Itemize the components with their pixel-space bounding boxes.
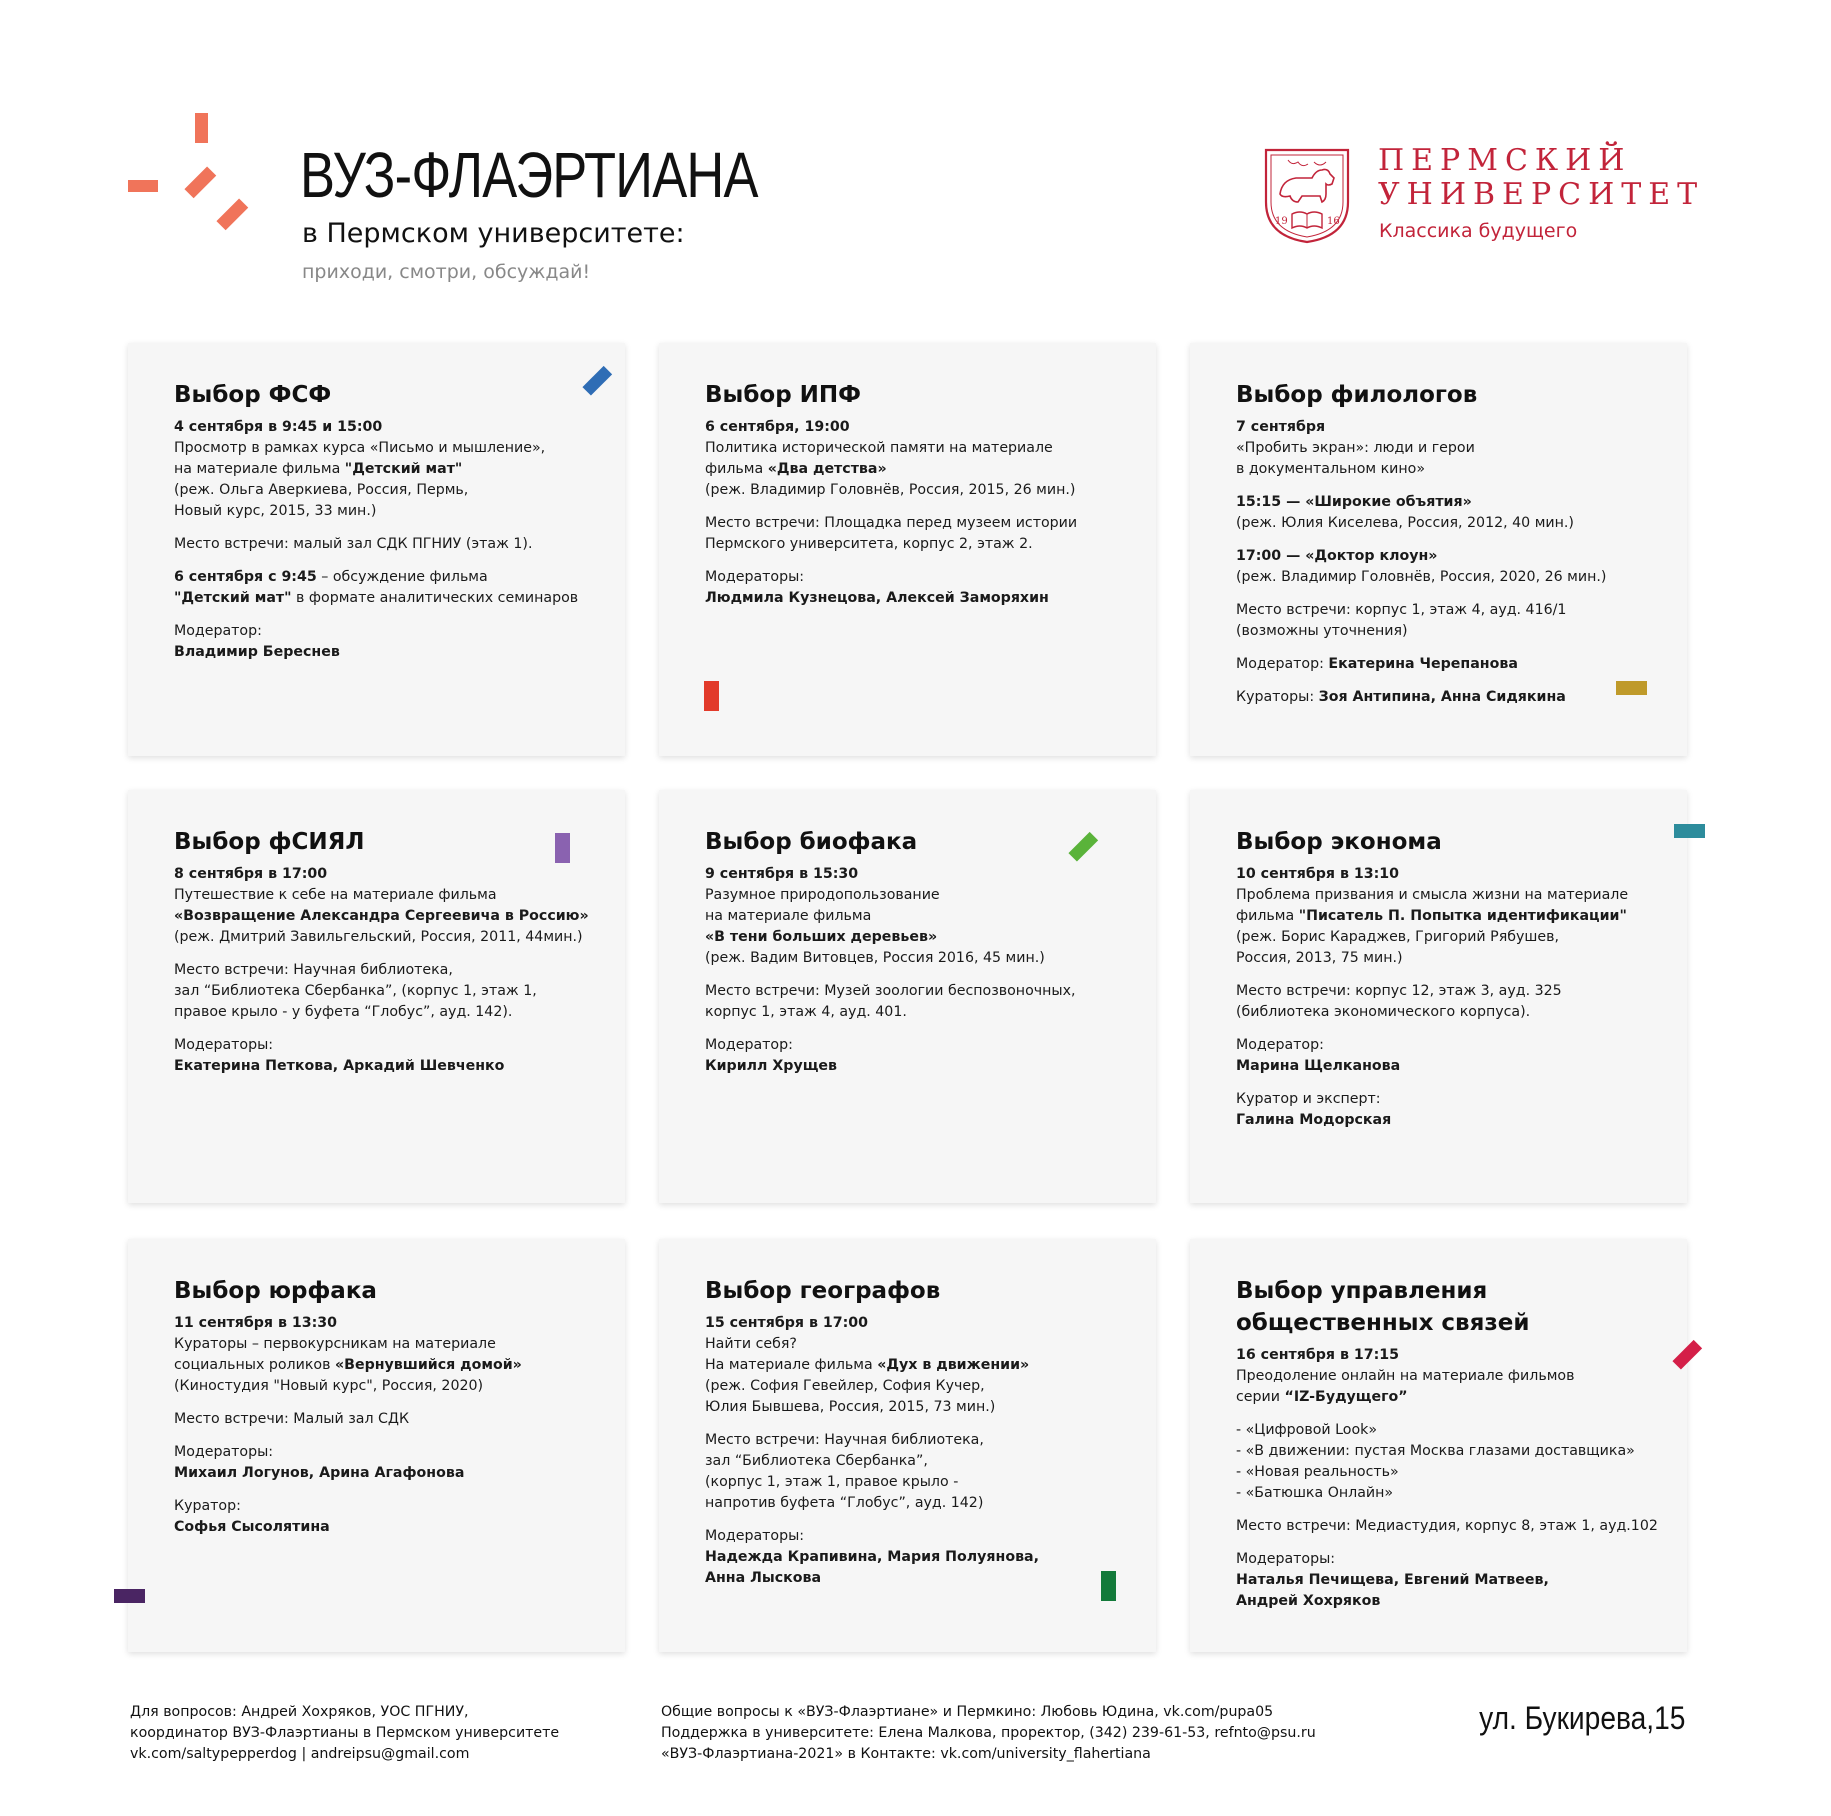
card-text-emphasis: 15:15 — «Широкие объятия» — [1236, 494, 1472, 510]
page-subtitle: в Пермском университете: — [302, 218, 685, 249]
card-text-block — [174, 1409, 593, 1430]
card-title: Выбор филологов — [1236, 382, 1478, 408]
university-name-line1: ПЕРМСКИЙ — [1378, 143, 1632, 178]
card-text-block — [705, 567, 1124, 609]
card-text-line — [174, 1355, 593, 1376]
card-text-span: Найти себя? — [705, 1336, 797, 1352]
card-text-line — [1236, 1516, 1658, 1537]
card-text-block — [705, 1313, 1124, 1418]
event-card — [659, 1239, 1156, 1652]
card-text-line — [1236, 864, 1655, 885]
card-text-line — [1236, 621, 1655, 642]
card-text-line — [705, 885, 1124, 906]
card-text-line — [174, 906, 593, 927]
card-text-span: (возможны уточнения) — [1236, 623, 1408, 639]
card-text-block — [174, 864, 593, 948]
card-title: Выбор ИПФ — [705, 382, 861, 408]
card-text-emphasis: Анна Лыскова — [705, 1570, 822, 1586]
card-text-line — [705, 1355, 1124, 1376]
university-name — [1378, 144, 1704, 212]
card-text-emphasis: "Детский мат" — [174, 590, 292, 606]
card-text-line — [1236, 438, 1655, 459]
card-text-span: (реж. Юлия Киселева, Россия, 2012, 40 мин.) — [1236, 515, 1574, 531]
event-card — [1190, 790, 1687, 1203]
footer-middle-line: Поддержка в университете: Елена Малкова, проректор, (342) 239-61-53, refnto@psu.ru — [661, 1725, 1316, 1741]
card-text-line — [705, 1056, 1124, 1077]
card-text-span: «Пробить экран»: люди и герои — [1236, 440, 1475, 456]
card-text-line — [1236, 906, 1655, 927]
card-text-emphasis: 4 сентября в 9:45 и 15:00 — [174, 419, 383, 435]
card-text-emphasis: «Два детства» — [767, 461, 887, 477]
card-text-block — [174, 1442, 593, 1484]
card-text-block — [705, 1430, 1124, 1514]
card-text-span: Модераторы: — [1236, 1551, 1336, 1567]
card-text-line — [1236, 885, 1655, 906]
card-text-emphasis: Галина Модорская — [1236, 1112, 1392, 1128]
card-text-line — [705, 927, 1124, 948]
card-text-span: Модератор: — [174, 623, 262, 639]
card-text-span: зал “Библиотека Сбербанка”, (корпус 1, этаж 1, — [174, 983, 537, 999]
footer-left-line: Для вопросов: Андрей Хохряков, УОС ПГНИУ, — [130, 1704, 469, 1720]
card-text-line — [705, 480, 1124, 501]
footer-contacts-middle — [661, 1702, 1316, 1765]
card-text-emphasis: «Возвращение Александра Сергеевича в Россию» — [174, 908, 589, 924]
card-text-emphasis: Людмила Кузнецова, Алексей Заморяхин — [705, 590, 1049, 606]
card-text-line — [174, 1056, 593, 1077]
card-title: Выбор юрфака — [174, 1278, 377, 1304]
card-text-span: Место встречи: корпус 1, этаж 4, ауд. 416/1 — [1236, 602, 1567, 618]
purple-accent-bar-icon — [555, 833, 571, 863]
card-text-line — [174, 1409, 593, 1430]
card-text-block — [174, 1496, 593, 1538]
card-text-span: Разумное природопользование — [705, 887, 940, 903]
card-text-line — [1236, 1035, 1655, 1056]
card-text-line — [705, 1334, 1124, 1355]
card-text-line — [705, 417, 1124, 438]
card-text-block — [1236, 492, 1655, 534]
card-text-emphasis: Надежда Крапивина, Мария Полуянова, — [705, 1549, 1040, 1565]
card-text-line — [174, 642, 593, 663]
card-text-emphasis: Софья Сысолятина — [174, 1519, 330, 1535]
dark-purple-accent-bar-icon — [114, 1589, 145, 1603]
card-text-span: Место встречи: Медиастудия, корпус 8, этаж 1, ауд.102 — [1236, 1518, 1658, 1534]
card-text-line — [1236, 1366, 1655, 1387]
gold-accent-bar-icon — [1616, 681, 1647, 695]
card-text-emphasis: «Дух в движении» — [877, 1357, 1030, 1373]
card-text-span: - «Батюшка Онлайн» — [1236, 1485, 1394, 1501]
crimson-accent-bar-icon — [1668, 1334, 1708, 1374]
card-text-emphasis: 16 сентября в 17:15 — [1236, 1347, 1400, 1363]
card-text-span: в формате аналитических семинаров — [291, 590, 579, 606]
card-text-line — [174, 1442, 593, 1463]
card-text-line — [1236, 927, 1655, 948]
card-text-line — [705, 1472, 1124, 1493]
card-text-line — [174, 1463, 593, 1484]
card-title: Выбор географов — [705, 1278, 941, 1304]
card-text-span: (библиотека экономического корпуса). — [1236, 1004, 1531, 1020]
card-text-line — [174, 1496, 593, 1517]
card-title: Выбор эконома — [1236, 829, 1442, 855]
card-text-line — [1236, 1483, 1655, 1504]
card-text-emphasis: 6 сентября с 9:45 — [174, 569, 317, 585]
card-text-line — [1236, 567, 1655, 588]
card-text-span: Модераторы: — [705, 569, 805, 585]
card-text-block — [1236, 1089, 1655, 1131]
card-text-emphasis: Кирилл Хрущев — [705, 1058, 837, 1074]
card-text-emphasis: 11 сентября в 13:30 — [174, 1315, 338, 1331]
card-text-span: – обсуждение фильма — [316, 569, 488, 585]
card-text-line — [705, 588, 1124, 609]
card-text-span: на материале фильма — [174, 461, 345, 477]
event-card — [659, 343, 1156, 756]
card-text-block — [1236, 981, 1655, 1023]
card-text-line — [1236, 1056, 1655, 1077]
card-text-span: Преодоление онлайн на материале фильмов — [1236, 1368, 1575, 1384]
card-text-span: социальных роликов — [174, 1357, 335, 1373]
card-text-span: Место встречи: Научная библиотека, — [174, 962, 453, 978]
card-text-line — [174, 1313, 593, 1334]
card-text-emphasis: Екатерина Петкова, Аркадий Шевченко — [174, 1058, 505, 1074]
card-text-span: - «В движении: пустая Москва глазами доставщика» — [1236, 1443, 1635, 1459]
card-text-line — [705, 1493, 1124, 1514]
card-text-line — [1236, 459, 1655, 480]
card-text-span: (реж. Ольга Аверкиева, Россия, Пермь, — [174, 482, 469, 498]
event-card — [128, 790, 625, 1203]
card-text-span: Кураторы: — [1236, 689, 1319, 705]
card-text-block — [1236, 654, 1655, 675]
card-text-span: правое крыло - у буфета “Глобус”, ауд. 142). — [174, 1004, 513, 1020]
card-text-emphasis: 17:00 — «Доктор клоун» — [1236, 548, 1438, 564]
card-text-block — [1236, 1035, 1655, 1077]
card-text-line — [705, 1547, 1124, 1568]
card-text-emphasis: Екатерина Черепанова — [1328, 656, 1518, 672]
card-text-block — [1236, 417, 1655, 480]
card-text-line — [174, 960, 593, 981]
card-text-block — [1236, 600, 1655, 642]
card-text-line — [1236, 1549, 1655, 1570]
card-text-line — [174, 621, 593, 642]
card-text-line — [705, 981, 1124, 1002]
card-text-emphasis: 10 сентября в 13:10 — [1236, 866, 1400, 882]
card-text-line — [705, 1376, 1124, 1397]
card-text-emphasis: "Детский мат" — [344, 461, 463, 477]
footer-middle-line: «ВУЗ-Флаэртиана-2021» в Контакте: vk.com/university_flahertiana — [661, 1746, 1151, 1762]
card-text-span: Кураторы – первокурсникам на материале — [174, 1336, 496, 1352]
card-text-emphasis: 9 сентября в 15:30 — [705, 866, 859, 882]
card-text-block — [705, 1526, 1124, 1589]
card-text-line — [1236, 1441, 1655, 1462]
card-text-span: фильма — [705, 461, 768, 477]
card-text-span: Пермского университета, корпус 2, этаж 2. — [705, 536, 1033, 552]
card-text-line — [174, 1334, 593, 1355]
card-text-span: Куратор и эксперт: — [1236, 1091, 1381, 1107]
card-text-line — [174, 1517, 593, 1538]
card-text-line — [174, 864, 593, 885]
card-text-block — [174, 417, 593, 522]
card-text-line — [705, 1313, 1124, 1334]
card-text-span: Модераторы: — [174, 1037, 274, 1053]
card-text-emphasis: Андрей Хохряков — [1236, 1593, 1381, 1609]
card-text-emphasis: Зоя Антипина, Анна Сидякина — [1318, 689, 1566, 705]
card-text-emphasis: 8 сентября в 17:00 — [174, 866, 328, 882]
footer-left-line: координатор ВУЗ-Флаэртианы в Пермском университете — [130, 1725, 560, 1741]
card-text-span: Модераторы: — [705, 1528, 805, 1544]
card-text-span: Проблема призвания и смысла жизни на материале — [1236, 887, 1629, 903]
card-text-emphasis: Наталья Печищева, Евгений Матвеев, — [1236, 1572, 1549, 1588]
card-text-line — [705, 906, 1124, 927]
card-text-emphasis: “IZ-Будущего” — [1284, 1389, 1408, 1405]
card-title: Выбор биофака — [705, 829, 918, 855]
card-text-span: Политика исторической памяти на материале — [705, 440, 1053, 456]
card-text-line — [174, 438, 593, 459]
card-text-line — [705, 459, 1124, 480]
card-text-line — [1236, 1420, 1655, 1441]
card-text-block — [1236, 1549, 1655, 1612]
page-tagline: приходи, смотри, обсуждай! — [302, 261, 591, 283]
card-text-line — [705, 1397, 1124, 1418]
card-text-span: фильма — [1236, 908, 1299, 924]
card-text-line — [174, 927, 593, 948]
card-text-span: Путешествие к себе на материале фильма — [174, 887, 497, 903]
card-text-span: (реж. Владимир Головнёв, Россия, 2015, 26 мин.) — [705, 482, 1076, 498]
card-text-block — [705, 981, 1124, 1023]
card-text-span: Модератор: — [705, 1037, 793, 1053]
card-text-span: Место встречи: корпус 12, этаж 3, ауд. 325 — [1236, 983, 1562, 999]
card-text-span: Место встречи: Малый зал СДК — [174, 1411, 410, 1427]
card-text-line — [174, 534, 593, 555]
card-text-line — [705, 438, 1124, 459]
card-text-line — [174, 1002, 593, 1023]
card-text-line — [705, 567, 1124, 588]
card-text-line — [1236, 687, 1655, 708]
card-text-line — [705, 864, 1124, 885]
card-text-span: напротив буфета “Глобус”, ауд. 142) — [705, 1495, 984, 1511]
card-text-span: в документальном кино» — [1236, 461, 1426, 477]
card-text-line — [705, 1002, 1124, 1023]
card-text-span: Новый курс, 2015, 33 мин.) — [174, 503, 377, 519]
card-text-line — [174, 459, 593, 480]
card-text-line — [1236, 600, 1655, 621]
card-text-emphasis: Михаил Логунов, Арина Агафонова — [174, 1465, 465, 1481]
card-text-block — [705, 417, 1124, 501]
card-text-block — [705, 864, 1124, 969]
green-accent-bar-icon — [1064, 826, 1104, 866]
card-text-block — [174, 621, 593, 663]
page-title: ВУЗ-ФЛАЭРТИАНА — [300, 139, 758, 211]
card-text-line — [1236, 1110, 1655, 1131]
card-text-line — [174, 480, 593, 501]
card-text-line — [1236, 1462, 1655, 1483]
venue-address: ул. Букирева,15 — [1478, 1700, 1685, 1736]
card-text-block — [1236, 864, 1655, 969]
card-text-line — [174, 588, 593, 609]
card-text-line — [1236, 1089, 1655, 1110]
card-text-line — [1236, 513, 1655, 534]
festival-mark-icon — [120, 105, 280, 255]
card-text-line — [705, 1568, 1124, 1589]
card-text-line — [1236, 417, 1655, 438]
card-text-span: - «Цифровой Look» — [1236, 1422, 1378, 1438]
card-text-span: (реж. Вадим Витовцев, Россия 2016, 45 мин.) — [705, 950, 1045, 966]
footer-contacts-left — [130, 1702, 559, 1765]
card-text-block — [1236, 1345, 1655, 1408]
card-text-emphasis: 6 сентября, 19:00 — [705, 419, 850, 435]
event-card — [1190, 343, 1687, 756]
card-text-line — [174, 417, 593, 438]
card-text-line — [1236, 948, 1655, 969]
card-text-line — [705, 1430, 1124, 1451]
card-text-block — [1236, 1420, 1655, 1504]
footer-middle-line: Общие вопросы к «ВУЗ-Флаэртиане» и Пермкино: Любовь Юдина, vk.com/pupa05 — [661, 1704, 1274, 1720]
card-text-line — [1236, 1345, 1655, 1366]
event-card — [1190, 1239, 1687, 1652]
card-text-line — [174, 981, 593, 1002]
card-text-span: корпус 1, этаж 4, ауд. 401. — [705, 1004, 907, 1020]
teal-accent-bar-icon — [1674, 824, 1705, 838]
university-motto: Классика будущего — [1379, 220, 1578, 242]
card-text-span: зал “Библиотека Сбербанка”, — [705, 1453, 928, 1469]
emblem-year-right: 16 — [1327, 216, 1340, 227]
card-text-line — [174, 885, 593, 906]
card-text-span: - «Новая реальность» — [1236, 1464, 1399, 1480]
card-text-span: (Киностудия "Новый курс", Россия, 2020) — [174, 1378, 484, 1394]
card-text-line — [174, 1035, 593, 1056]
card-text-block — [174, 534, 593, 555]
card-text-line — [1236, 1387, 1655, 1408]
card-text-emphasis: «Вернувшийся домой» — [334, 1357, 522, 1373]
blue-accent-bar-icon — [578, 360, 618, 400]
card-text-span: серии — [1236, 1389, 1285, 1405]
event-card — [128, 1239, 625, 1652]
card-text-block — [1236, 687, 1655, 708]
card-text-line — [1236, 1570, 1655, 1591]
university-logo — [1262, 143, 1705, 254]
card-title: Выбор фСИЯЛ — [174, 829, 365, 855]
card-text-span: (реж. Борис Караджев, Григорий Рябушев, — [1236, 929, 1559, 945]
card-text-block — [174, 1313, 593, 1397]
card-text-span: Место встречи: Научная библиотека, — [705, 1432, 984, 1448]
card-text-emphasis: «В тени больших деревьев» — [705, 929, 938, 945]
emblem-year-left: 19 — [1275, 216, 1288, 227]
card-text-line — [705, 1451, 1124, 1472]
card-text-block — [174, 1035, 593, 1077]
card-text-block — [705, 513, 1124, 555]
bear-emblem-icon — [1262, 144, 1352, 244]
card-text-span: Россия, 2013, 75 мин.) — [1236, 950, 1403, 966]
red-accent-bar-icon — [704, 681, 720, 711]
card-text-block — [174, 567, 593, 609]
card-text-span: Модератор: — [1236, 656, 1329, 672]
dark-green-accent-bar-icon — [1101, 1571, 1117, 1601]
footer-left-line: vk.com/saltypepperdog | andreipsu@gmail.com — [130, 1746, 470, 1762]
card-text-span: (реж. Дмитрий Завильгельский, Россия, 2011, 44мин.) — [174, 929, 583, 945]
card-title: Выбор ФСФ — [174, 382, 332, 408]
card-text-span: Просмотр в рамках курса «Письмо и мышление», — [174, 440, 546, 456]
card-text-line — [705, 513, 1124, 534]
card-text-span: Модератор: — [1236, 1037, 1324, 1053]
card-text-line — [174, 1376, 593, 1397]
card-text-line — [1236, 981, 1655, 1002]
card-text-block — [1236, 1516, 1658, 1537]
card-text-line — [1236, 492, 1655, 513]
event-card — [128, 343, 625, 756]
card-text-line — [174, 567, 593, 588]
card-text-line — [705, 948, 1124, 969]
card-text-line — [174, 501, 593, 522]
card-text-span: (реж. Владимир Головнёв, Россия, 2020, 26 мин.) — [1236, 569, 1607, 585]
card-text-emphasis: 7 сентября — [1236, 419, 1326, 435]
card-text-line — [1236, 1591, 1655, 1612]
card-text-span: (корпус 1, этаж 1, правое крыло - — [705, 1474, 959, 1490]
university-name-line2: УНИВЕРСИТЕТ — [1378, 177, 1705, 212]
card-text-span: Модераторы: — [174, 1444, 274, 1460]
card-text-line — [1236, 546, 1655, 567]
card-text-span: Место встречи: Площадка перед музеем истории — [705, 515, 1078, 531]
card-text-span: (реж. София Гевейлер, София Кучер, — [705, 1378, 985, 1394]
card-title: Выбор управления общественных связей — [1236, 1278, 1530, 1336]
card-text-span: на материале фильма — [705, 908, 872, 924]
card-text-span: Место встречи: Музей зоологии беспозвоночных, — [705, 983, 1076, 999]
card-text-emphasis: "Писатель П. Попытка идентификации" — [1298, 908, 1627, 924]
card-text-span: Куратор: — [174, 1498, 241, 1514]
card-text-line — [705, 1526, 1124, 1547]
card-text-block — [705, 1035, 1124, 1077]
card-text-block — [174, 960, 593, 1023]
card-text-line — [705, 1035, 1124, 1056]
card-text-emphasis: Владимир Береснев — [174, 644, 340, 660]
card-text-emphasis: 15 сентября в 17:00 — [705, 1315, 869, 1331]
card-text-span: Юлия Бывшева, Россия, 2015, 73 мин.) — [705, 1399, 996, 1415]
card-text-line — [1236, 654, 1655, 675]
card-text-line — [1236, 1002, 1655, 1023]
card-text-line — [705, 534, 1124, 555]
card-text-span: Место встречи: малый зал СДК ПГНИУ (этаж 1). — [174, 536, 533, 552]
card-text-block — [1236, 546, 1655, 588]
card-text-span: На материале фильма — [705, 1357, 878, 1373]
card-text-emphasis: Марина Щелканова — [1236, 1058, 1401, 1074]
